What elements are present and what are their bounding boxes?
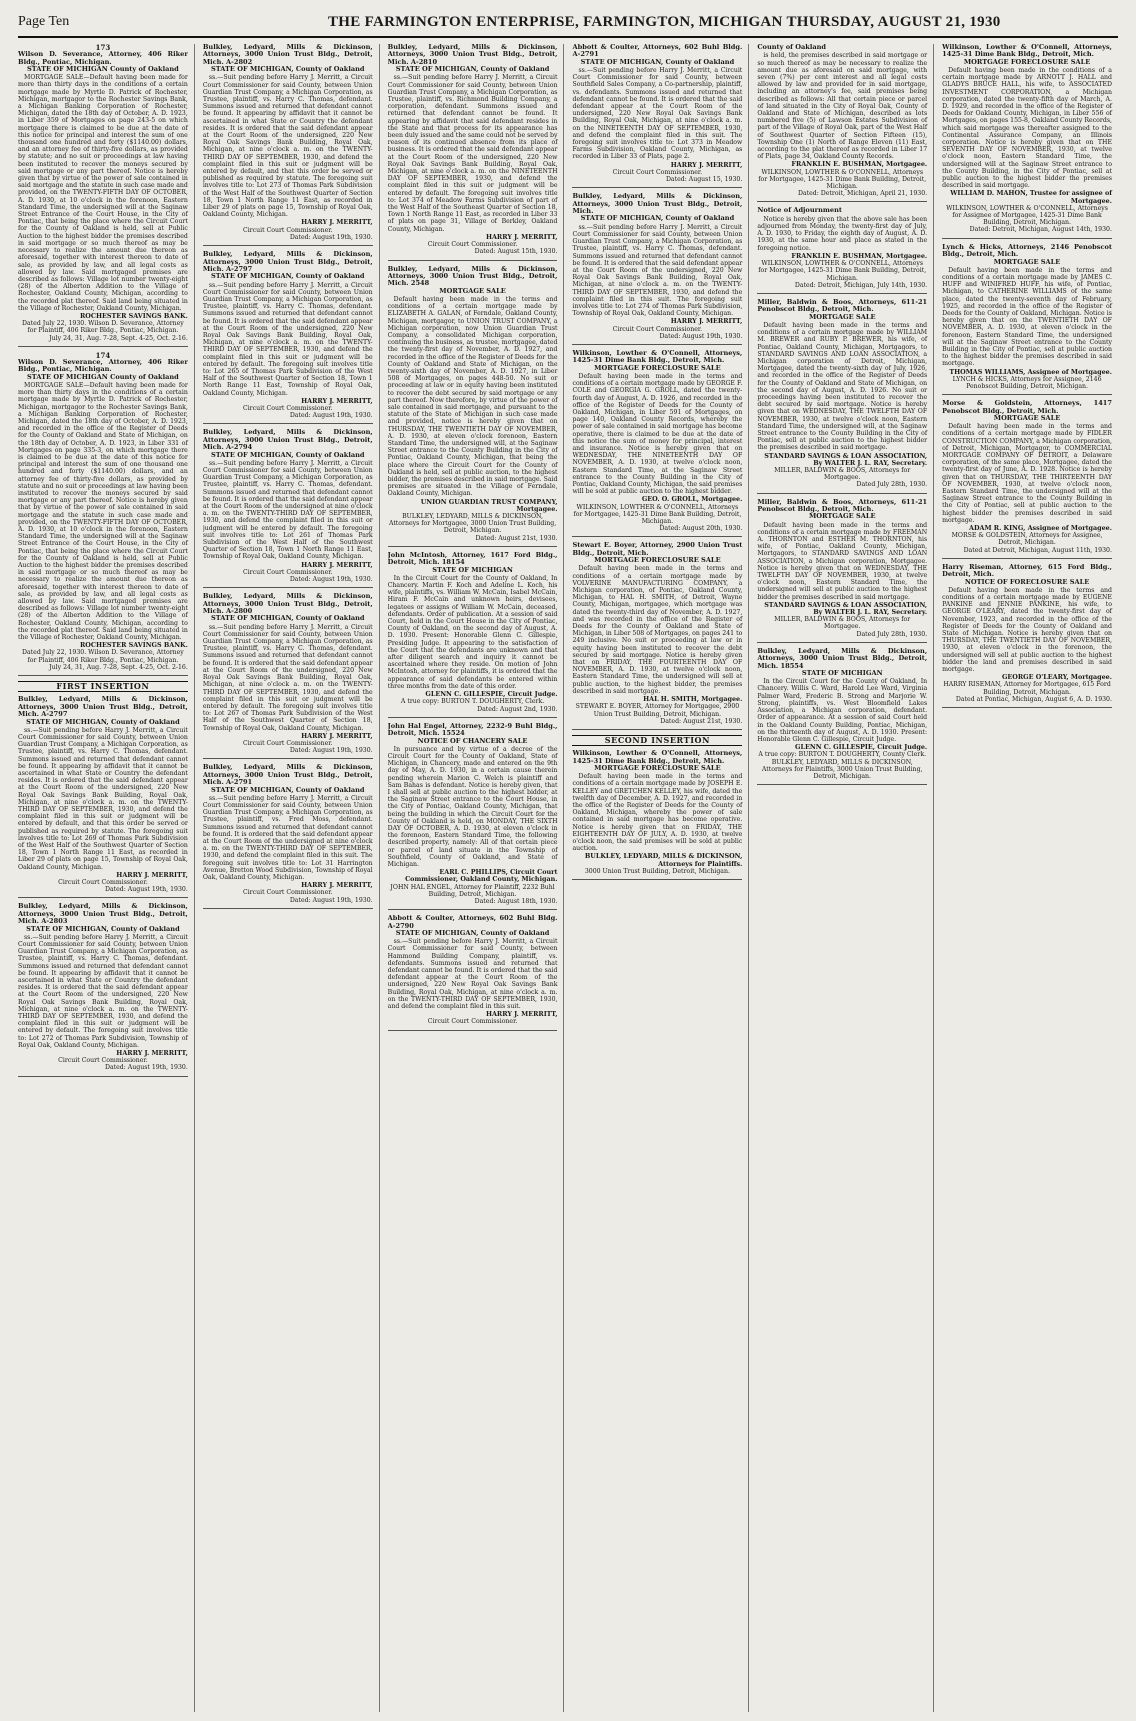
notice-heading: STATE OF MICHIGAN, County of Oakland: [580, 214, 735, 223]
section-heading-second-insertion: SECOND INSERTION: [572, 735, 742, 746]
notice-dates: Dated: Detroit, Michigan, August 14th, 1930.: [969, 226, 1112, 234]
notice-dates: Dated: Detroit, Michigan, July 14th, 1930.: [794, 281, 928, 289]
notice-attorney: Bulkley, Ledyard, Mills & Dickinson, Attorneys, 3000 Union Trust Bldg., Detroit, Mich. 18554: [757, 646, 928, 670]
notice-signature: GLENN C. GILLESPIE, Circuit Judge.: [795, 743, 928, 752]
notice-dates: Dated July 28th, 1930.: [856, 481, 928, 489]
legal-notice: [572, 44, 742, 188]
notice-heading: MORTGAGE FORECLOSURE SALE: [963, 57, 1091, 66]
notice-attorney-block: BULKLEY, LEDYARD, MILLS & DICKINSON, Attorneys for Mortgagee, 3000 Union Trust Building, Detroit, Michigan.: [388, 513, 557, 535]
notice-dates: Dated: August 19th, 1930.: [289, 412, 373, 420]
legal-notice: [203, 429, 373, 588]
notice-body: Notice is hereby given that the above sale has been adjourned from Monday, the twenty-first day of July, A. D. 1930, to Friday, the eighth day of August, A. D. 1930, at the same hour and place as stated in the foregoing notice.: [757, 215, 928, 252]
masthead: [18, 8, 1118, 38]
notice-heading: MORTGAGE SALE: [439, 286, 506, 295]
notice-attorney-block: Circuit Court Commissioner.: [242, 568, 333, 576]
legal-notice: [203, 251, 373, 424]
notice-dates: Dated: August 15th, 1930.: [474, 248, 558, 256]
notice-attorney-block: WILKINSON, LOWTHER & O'CONNELL, Attorneys for Assignee of Mortgagee, 1425-31 Dime Bank Building, Detroit, Michigan.: [946, 204, 1108, 227]
notice-heading: STATE OF MICHIGAN: [432, 565, 513, 574]
notice-signature: HARRY J. MERRITT,: [485, 232, 558, 241]
notice-attorney-block: Circuit Court Commissioner.: [242, 404, 333, 412]
notice-number: 174: [95, 350, 111, 360]
legal-notice: [757, 499, 927, 643]
notice-body: Default having been made in the terms and conditions of a certain mortgage made by FIDLER CONSTRUCTION COMPANY, a Michigan corporation, of Detroit, Michigan, Mortgagor, to COMMERCIAL MORTGAGE COMPANY OF DETROIT, a Delaware corporation, of the same place, Mortgagee, dated the twenty-first day of June, A. D. 1928. Notice is hereby given that on THURSDAY, THE THIRTEENTH DAY OF NOVEMBER, 1930, at twelve o'clock noon, Eastern Standard Time, the undersigned will at the Saginaw Street entrance to the County Building in the City of Pontiac, sell at public auction to the highest bidder the premises described in said mortgage.: [942, 423, 1112, 524]
notice-body: ss.—Suit pending before Harry J. Merritt, a Circuit Court Commissioner for said County, between Union Guardian Trust Company, a Michigan Corporation, as Trustee, plaintiff, vs. Harry C. Thomas, defendant. Summons issued and returned that defendant cannot be found. It is ordered that the said defendant appear at the Court Room of the undersigned at nine o'clock a. m. on the TWENTY-THIRD DAY OF SEPTEMBER, 1930, and defend the complaint filed in this suit or judgment will be entered by default. The foregoing suit involves title to: Lot 261 of Thomas Park Subdivision of the West Half of the Southwest Quarter of Section 18, Town 1 North Range 11 East, Township of Royal Oak, Oakland County, Michigan.: [202, 459, 373, 561]
notice-heading: STATE OF MICHIGAN, County of Oakland: [210, 614, 365, 623]
notice-body: ss.—Suit pending before Harry J. Merritt, a Circuit Court Commissioner for said County, between Union Guardian Trust Company, a Michigan Corporation, as Trustee, plaintiff, vs. Harry C. Thomas, defendant. Summons issued and returned that defendant cannot be found. It appearing by affidavit that it cannot be ascertained in what State or Country the defendant resides. It is ordered that the said defendant appear at the Court Room of the undersigned, 220 New Royal Oak Savings Bank Building, Royal Oak, Michigan, at nine o'clock a. m. on the TWENTY-THIRD DAY OF SEPTEMBER, 1930, and defend the complaint filed in this suit or judgment will be entered by default. The foregoing suit involves title to: Lot 272 of Thomas Park Subdivision, Township of Royal Oak, Oakland County, Michigan.: [18, 933, 188, 1049]
notice-attorney-block: Circuit Court Commissioner.: [427, 241, 518, 249]
column-3: [388, 44, 565, 1712]
notice-attorney-block: A true copy: BURTON T. DOUGHERTY, County Clerk. BULKLEY, LEDYARD, MILLS & DICKINSON, Attorneys for Plaintiffs, 3000 Union Trust Building, Detroit, Michigan.: [758, 751, 927, 780]
notice-signature: HARRY J. MERRITT,: [301, 731, 373, 740]
legal-notice: [942, 400, 1112, 559]
notice-body: Default having been made in the terms and conditions of a certain mortgage made by WILLIAM M. BREWER and RUBY P. BREWER, his wife, of Pontiac, Oakland County, Michigan, Mortgagors, to STANDARD SAVINGS AND LOAN ASSOCIATION, a Michigan corporation of Detroit, Michigan, Mortgagee, dated the twenty-sixth day of July, 1926, and recorded in the office of the Register of Deeds for the County of Oakland and State of Michigan, on the second day of August, A. D. 1926. No suit or proceedings having been instituted to recover the debt secured by said mortgage. Notice is hereby given that on WEDNESDAY, THE TWELFTH DAY OF NOVEMBER, 1930, at twelve o'clock noon, Eastern Standard Time, the undersigned will, at the Saginaw Street entrance to the County Building in the City of Pontiac, sell at public auction to the highest bidder the premises described in said mortgage.: [757, 321, 928, 452]
legal-notice: [18, 696, 188, 898]
notice-dates: Dated: August 19th, 1930.: [289, 747, 373, 755]
notice-dates: Dated: August 19th, 1930.: [289, 576, 373, 584]
notice-heading: STATE OF MICHIGAN, County of Oakland: [210, 785, 365, 794]
notice-signature: HARRY J. MERRITT,: [670, 317, 743, 326]
notice-attorney-block: Circuit Court Commissioner.: [58, 1057, 148, 1065]
notice-body: is held, the premises described in said mortgage or so much thereof as may be necessary to realize the amount due as aforesaid on said mortgage, with seven (7%) per cent interest and all legal costs allowed by law and provided for in said mortgage, including an attorney's fee, said premises being described as follows: All that certain piece or parcel of land situated in the City of Royal Oak, County of Oakland and State of Michigan, described as lots numbered five (5) of Lawson Estates Subdivision of part of the Village of Royal Oak, part of the West Half of Southwest Quarter of Section Fifteen (15), Township One (1) North of Range Eleven (11) East, according to the plat thereof as recorded in Liber 17 of Plats, page 34, Oakland County Records.: [757, 52, 928, 161]
notice-attorney: Bulkley, Ledyard, Mills & Dickinson, Attorneys, 3000 Union Trust Bldg., Detroit, Mich. A-2810: [387, 44, 558, 66]
notice-dates: Dated: August 19th, 1930.: [104, 886, 188, 894]
notice-signature: STANDARD SAVINGS & LOAN ASSOCIATION, By WALTER J. L. RAY, Secretary.: [764, 600, 928, 617]
legal-notice: [757, 207, 927, 293]
notice-signature: HARRY J. MERRITT,: [301, 560, 373, 569]
notice-body: Default having been made in the terms and conditions of a certain mortgage made by GEORGE F. COLE and GEORGIA G. GROLL, dated the twenty-fourth day of August, A. D. 1926, and recorded in the office of the Register of Deeds for the County of Oakland, Michigan, in Liber 591 of Mortgages, on page 140, Oakland County Records, whereby the power of sale contained in said mortgage has become operative, there is claimed to be due at the date of this notice the sum of money for principal, interest and insurance. Notice is hereby given that on WEDNESDAY, THE NINETEENTH DAY OF NOVEMBER, A. D. 1930, at twelve o'clock noon, Eastern Standard Time, at the Saginaw Street entrance to the County Building in the City of Pontiac, Oakland County, Michigan, the said premises will be sold at public auction to the highest bidder.: [572, 372, 743, 496]
notice-signature: HARRY J. MERRITT,: [116, 870, 188, 879]
notice-attorney: Notice of Adjournment: [757, 206, 842, 215]
notice-heading: MORTGAGE SALE: [993, 257, 1061, 266]
notice-dates: Dated July 28th, 1930.: [856, 630, 928, 638]
notice-attorney: Bulkley, Ledyard, Mills & Dickinson, Attorneys, 3000 Union Trust Bldg., Detroit, Mich.: [572, 192, 743, 216]
notice-dates: July 24, 31, Aug. 7-28, Sept. 4-25, Oct. 2-16.: [49, 663, 188, 671]
notice-heading: STATE OF MICHIGAN County of Oakland: [27, 372, 179, 381]
column-5: [757, 44, 934, 1712]
notice-attorney: Bulkley, Ledyard, Mills & Dickinson, Attorneys, 3000 Union Trust Bldg., Detroit, Mich. A-2791: [202, 763, 373, 787]
notice-attorney: Stewart E. Boyer, Attorney, 2900 Union Trust Bldg., Detroit, Mich.: [572, 541, 743, 557]
column-4: [572, 44, 749, 1712]
notice-attorney-block: Circuit Court Commissioner.: [58, 878, 148, 886]
notice-body: ss.—Suit pending before Harry J. Merritt, a Circuit Court Commissioner for said County, between Union Guardian Trust Company, a Michigan Corporation, as Trustee, plaintiff, vs. Harry C. Thomas, defendant. Summons issued and returned that defendant cannot be found. It appearing by affidavit that it cannot be ascertained in what State or Country the defendant resides. It is ordered that the said defendant appear at the Court Room of the undersigned, 220 New Royal Oak Savings Bank Building, Royal Oak, Michigan, at nine o'clock a. m. on the TWENTY-THIRD DAY OF SEPTEMBER, 1930, and defend the complaint filed in this suit or judgment will be entered by default, and that this order be served or published as required by statute. The foregoing suit involves title to: Lot 273 of Thomas Park Subdivision of the West Half of the Southwest Quarter of Section 18, Town 1 North Range 11 East, as recorded in Liber 29 of plats on page 15, Township of Royal Oak, Oakland County, Michigan.: [202, 74, 373, 219]
notice-heading: STATE OF MICHIGAN, County of Oakland: [26, 924, 180, 933]
notice-attorney: Harry Riseman, Attorney, 615 Ford Bldg., Detroit, Mich.: [942, 562, 1112, 579]
notice-body: ss.—Suit pending before Harry J. Merritt, a Circuit Court Commissioner for said County, between Hammond Building Company, plaintiff, vs. defendants. Summons issued and returned that defendant cannot be found. It is ordered that the said defendant appear at the Court Room of the undersigned, 220 New Royal Oak Savings Bank Building, Royal Oak, Michigan, at nine o'clock a. m. on the TWENTY-THIRD DAY OF SEPTEMBER, 1930, and defend the complaint filed in this suit.: [387, 938, 558, 1011]
notice-attorney-block: MILLER, BALDWIN & BOOS, Attorneys for Mortgagee.: [774, 616, 911, 631]
notice-attorney: Wilkinson, Lowther & O'Connell, Attorneys, 1425-31 Dime Bank Bldg., Detroit, Mich.: [572, 749, 743, 765]
notice-attorney: Wilkinson, Lowther & O'Connell, Attorneys, 1425-31 Dime Bank Bldg., Detroit, Mich.: [572, 348, 743, 365]
notice-heading: STATE OF MICHIGAN, County of Oakland: [26, 717, 180, 726]
notice-attorney: Abbott & Coulter, Attorneys, 602 Buhl Bldg. A-2790: [387, 914, 558, 930]
notice-body: In the Circuit Court for the County of Oakland, In Chancery. Martin F. Koch and Adeline L. Koch, his wife, plaintiffs, vs. William W. McCain, Isabel McCain, Hiram F. McCain and unknown heirs, devisees, legatees or assigns of William W. McCain, deceased, defendants. Order of publication. At a session of said Court, held in the Court House in the City of Pontiac, County of Oakland, on the second day of August, A. D. 1930. Present: Honorable Glenn C. Gillespie, Presiding Judge. It appearing to the satisfaction of the Court that the defendants are unknown and that after diligent search and inquiry it cannot be ascertained where they reside. On motion of John McIntosh, attorney for plaintiffs, it is ordered that the appearance of said defendants be entered within three months from the date of this order.: [387, 574, 558, 690]
notice-attorney: Wilson D. Severance, Attorney, 406 Riker Bldg., Pontiac, Michigan.: [18, 50, 188, 66]
notice-dates: Dated: August 19th, 1930.: [289, 896, 373, 904]
legal-notice: [203, 44, 373, 246]
notice-signature: BULKLEY, LEDYARD, MILLS & DICKINSON, Attorneys for Plaintiffs.: [584, 852, 743, 868]
notice-heading: STATE OF MICHIGAN: [801, 669, 883, 678]
notice-body: ss.—Suit pending before Harry J. Merritt, a Circuit Court Commissioner for said County, between Union Guardian Trust Company, a Michigan Corporation, as Trustee, plaintiff, vs. Harry C. Thomas, defendant. Summons issued and returned that defendant cannot be found. It is ordered that the said defendant appear at the Court Room of the undersigned, 220 New Royal Oak Savings Bank Building, Royal Oak, Michigan, at nine o'clock a. m. on the TWENTY-THIRD DAY OF SEPTEMBER, 1930, and defend the complaint filed in this suit or judgment will be entered by default. The foregoing suit involves title to: Lot 267 of Thomas Park Subdivision of the West Half of the Southwest Quarter of Section 18, Township of Royal Oak, Oakland County, Michigan.: [202, 623, 373, 732]
notice-dates: July 24, 31, Aug. 7-28, Sept. 4-25, Oct. 2-16.: [49, 334, 188, 342]
notice-signature: HAL H. SMITH, Mortgagee.: [643, 695, 743, 704]
notice-attorney: John McIntosh, Attorney, 1617 Ford Bldg., Detroit, Mich. 18154: [387, 550, 558, 567]
notice-attorney-block: Circuit Court Commissioner.: [427, 1018, 518, 1026]
notice-body: Default having been made in the terms and conditions of a certain mortgage made by ELIZABETH A. GALAN, of Ferndale, Oakland County, Michigan, mortgagor, to UNION TRUST COMPANY, a Michigan corporation, now Union Guardian Trust Company, a consolidated Michigan corporation, continuing the business, as trustee, mortgagee, dated the twenty-first day of November, A. D. 1927, and recorded in the office of the Register of Deeds for the County of Oakland and State of Michigan, on the twenty-sixth day of November, A. D. 1927, in Liber 508 of Mortgages, on pages 448-50. No suit or proceeding at law or in equity having been instituted to recover the debt secured by said mortgage or any part thereof. Now therefore, by virtue of the power of sale contained in said mortgage, and pursuant to the statute of the State of Michigan in such case made and provided, notice is hereby given that on THURSDAY, THE TWENTIETH DAY OF NOVEMBER, A. D. 1930, at eleven o'clock forenoon, Eastern Standard Time, the undersigned will, at the Saginaw Street entrance to the County Building in the City of Pontiac, Oakland County, Michigan, that being the place where the Circuit Court for the County of Oakland is held, sell at public auction, to the highest bidder, the premises described in said mortgage. Said premises are situated in the Village of Ferndale, Oakland County, Michigan.: [387, 295, 558, 498]
notice-heading: STATE OF MICHIGAN, County of Oakland: [580, 57, 735, 66]
legal-notice: [572, 350, 742, 537]
notice-attorney: Bulkley, Ledyard, Mills & Dickinson, Attorneys, 3000 Union Trust Bldg., Detroit, Mich. A-2794: [202, 428, 373, 452]
notice-number: 173: [95, 44, 111, 52]
notice-attorney-block: STEWART E. BOYER, Attorney for Mortgagee, 2900 Union Trust Building, Detroit, Michigan.: [575, 703, 740, 718]
notice-heading: MORTGAGE FORECLOSURE SALE: [594, 556, 721, 565]
legal-notice: [757, 648, 927, 785]
notice-body: In pursuance and by virtue of a decree of the Circuit Court for the County of Oakland, State of Michigan, in Chancery, made and entered on the 9th day of May, A. D. 1930, in a certain cause therein pending wherein Marion C. Welch is plaintiff and Sam Bahas is defendant. Notice is hereby given, that I shall sell at public auction to the highest bidder, at the Saginaw Street entrance to the Court House, in the City of Pontiac, Oakland County, Michigan, that being the building in which the Circuit Court for the County of Oakland is held, on MONDAY, THE SIXTH DAY OF OCTOBER, A. D. 1930, at eleven o'clock in the forenoon, Eastern Standard Time, the following described property, namely: All of that certain piece or parcel of land situate in the Township of Southfield, County of Oakland, and State of Michigan.: [387, 745, 558, 868]
column-6: [942, 44, 1118, 1712]
notice-heading: NOTICE OF FORECLOSURE SALE: [964, 577, 1090, 586]
notice-attorney: County of Oakland: [757, 44, 827, 51]
notice-dates: Dated: August 19th, 1930.: [104, 1064, 188, 1072]
notice-body: In the Circuit Court for the County of Oakland, In Chancery. Willis C. Ward, Harold Lee Ward, Virginia Palmer Ward, Frederic B. Strong and Marjorie W. Strong, plaintiffs, vs. West Bloomfield Lakes Association, a Michigan corporation, defendant. Order of appearance. At a session of said Court held in the Oakland County Building, Pontiac, Michigan, on the thirteenth day of August, A. D. 1930. Present: Honorable Glenn C. Gillespie, Circuit Judge.: [757, 678, 928, 743]
notice-signature: GLENN C. GILLESPIE, Circuit Judge.: [425, 690, 558, 699]
notice-attorney: Morse & Goldstein, Attorneys, 1417 Penobscot Bldg., Detroit, Mich.: [942, 399, 1112, 415]
notice-signature: FRANKLIN E. BUSHMAN, Mortgagee.: [791, 251, 928, 260]
notice-attorney: John Hal Engel, Attorney, 2232-9 Buhl Bldg., Detroit, Mich. 15524: [387, 721, 558, 738]
notice-signature: HARRY J. MERRITT,: [116, 1049, 188, 1058]
notice-attorney: Bulkley, Ledyard, Mills & Dickinson, Attorneys, 3000 Union Trust Bldg., Detroit, Mich. A-2802: [202, 44, 373, 66]
notice-heading: STATE OF MICHIGAN, County of Oakland: [210, 450, 365, 459]
notice-attorney: Bulkley, Ledyard, Mills & Dickinson, Attorneys, 3000 Union Trust Bldg., Detroit, Mich. 2548: [387, 264, 558, 288]
notice-dates: Dated: August 19th, 1930.: [289, 233, 373, 241]
notice-attorney: Bulkley, Ledyard, Mills & Dickinson, Attorneys, 3000 Union Trust Bldg., Detroit, Mich. A-2797: [202, 250, 373, 273]
notice-attorney: Bulkley, Ledyard, Mills & Dickinson, Attorneys, 3000 Union Trust Bldg., Detroit, Mich. A-2800: [202, 592, 373, 616]
notice-dates: Dated: Detroit, Michigan, April 21, 1930.: [797, 190, 928, 198]
notice-body: Default having been made in the terms and conditions of a certain mortgage made by EUGENE PANKINE and JENNIE PANKINE, his wife, to GEORGE O'LEARY, dated the twenty-first day of November, 1923, and recorded in the office of the Register of Deeds for the County of Oakland and State of Michigan. Notice is hereby given that on THURSDAY, THE TWENTIETH DAY OF NOVEMBER, 1930, at eleven o'clock in the forenoon, the undersigned will sell at public auction to the highest bidder the land and premises described in said mortgage.: [942, 586, 1112, 674]
notice-attorney: Bulkley, Ledyard, Mills & Dickinson, Attorneys, 3000 Union Trust Bldg., Detroit, Mich. A-2797: [18, 695, 188, 719]
legal-notice: [18, 44, 188, 347]
notice-heading: STATE OF MICHIGAN, County of Oakland: [395, 65, 550, 74]
column-2: [203, 44, 380, 1712]
newspaper-title: THE FARMINGTON ENTERPRISE, FARMINGTON, MICHIGAN THURSDAY, AUGUST 21, 1930: [328, 13, 1001, 30]
notice-attorney-block: Dated July 22, 1930. Wilson D. Severance, Attorney for Plaintiff, 406 Riker Bldg., Pontiac, Michigan.: [22, 320, 184, 335]
notice-attorney: Wilkinson, Lowther & O'Connell, Attorneys, 1425-31 Dime Bank Bldg., Detroit, Mich.: [942, 44, 1112, 59]
notice-body: ss.—Suit pending before Harry J. Merritt, a Circuit Court Commissioner for said County, between Union Guardian Trust Company, a Michigan Corporation, as Trustee, plaintiff, vs. Harry C. Thomas, defendant. Summons issued and returned that defendant cannot be found. It is ordered that the said defendant appear at the Court Room of the undersigned, 220 New Royal Oak Savings Bank Building, Royal Oak, Michigan, at nine o'clock a. m. on the TWENTY-THIRD DAY OF SEPTEMBER, 1930, and defend the complaint filed in this suit or judgment will be entered by default. The foregoing suit involves title to: Lot 265 of Thomas Park Subdivision of the West Half of the Southwest Quarter of Section 18, Town 1 North Range 11 East, Township of Royal Oak, Oakland County, Michigan.: [202, 281, 373, 397]
notice-attorney-block: 3000 Union Trust Building, Detroit, Michigan.: [584, 867, 730, 875]
notice-body: Default having been made in the terms and conditions of a certain mortgage made by FREEMAN A. THORNTON and ESTHER M. THORNTON, his wife, of Pontiac, Oakland County, Michigan, Mortgagors, to STANDARD SAVINGS AND LOAN ASSOCIATION, a Michigan corporation, Mortgagee. Notice is hereby given that on WEDNESDAY, THE TWELFTH DAY OF NOVEMBER, 1930, at twelve o'clock noon, Eastern Standard Time, the undersigned will sell at public auction to the highest bidder the premises described in said mortgage.: [757, 521, 928, 601]
legal-notice: [388, 552, 558, 718]
notice-signature: GEORGE O'LEARY, Mortgagee.: [1001, 673, 1112, 682]
notice-heading: STATE OF MICHIGAN, County of Oakland: [210, 65, 365, 74]
legal-notice: [942, 44, 1112, 239]
notice-body: MORTGAGE SALE—Default having been made for more than thirty days in the conditions of a certain mortgage made by Myrtle D. Patrick of Rochester, Michigan, mortgagor to the Rochester Savings Bank, a Michigan Banking Corporation of Rochester, Michigan, dated the 18th day of October, A. D. 1923, in Liber 359 of Mortgages on page 243-5 on which mortgage there is claimed to be due at the date of this notice for principal and interest the sum of one thousand one hundred and forty ($1140.00) dollars, and an attorney fee of thirty-five dollars, as provided by statute; and no suit or proceedings at law having been instituted to recover the moneys secured by said mortgage or any part thereof. Notice is hereby given that by virtue of the power of sale contained in said mortgage and the statute in such case made and provided, on the TWENTY-FIFTH DAY OF OCTOBER, A. D. 1930, at 10 o'clock in the forenoon, Eastern Standard Time, the undersigned will at the Saginaw Street Entrance of the Court House, in the City of Pontiac, that being the place where the Circuit Court for the County of Oakland is held, sell at Public Auction to the highest bidder the premises described in said mortgage or so much thereof as may be necessary to realize the amount due thereon as aforesaid, together with interest thereon to date of sale, as provided by law, and all legal costs as allowed by law. Said mortgaged premises are described as follows: Village lot number twenty-eight (28) of the Alberton Addition to the Village of Rochester, Oakland County, Michigan, according to the recorded plat thereof. Said land being situated in the Village of Rochester, Oakland County, Michigan.: [18, 74, 188, 312]
notice-attorney-block: A true copy: BURTON T. DOUGHERTY, Clerk.: [400, 698, 545, 706]
notice-attorney-block: MORSE & GOLDSTEIN, Attorneys for Assignee, Detroit, Michigan.: [951, 532, 1103, 547]
section-heading-first-insertion: FIRST INSERTION: [18, 681, 188, 692]
notice-dates: Dated: August 21st, 1930.: [660, 717, 743, 725]
notice-attorney-block: LYNCH & HICKS, Attorneys for Assignee, 2146 Penobscot Building, Detroit, Michigan.: [952, 375, 1102, 390]
legal-notice: [388, 723, 558, 910]
notice-signature: EARL C. PHILLIPS, Circuit Court Commissioner, Oakland County, Michigan.: [405, 868, 558, 884]
notice-attorney-block: WILKINSON, LOWTHER & O'CONNELL, Attorneys for Mortgagee, 1425-31 Dime Bank Building, Detroit, Michigan.: [758, 260, 927, 282]
notice-body: ss.—Suit pending before Harry J. Merritt, a Circuit Court Commissioner for said County, between Union Guardian Trust Company, a Michigan Corporation, as Trustee, plaintiff, vs. Fred Moss, defendant. Summons issued and returned that defendant cannot be found. It is ordered that the said defendant appear at the Court Room of the undersigned at nine o'clock a. m. on the TWENTY-THIRD DAY OF SEPTEMBER, 1930, and defend the complaint filed in this suit. The foregoing suit involves title to: Lot 31 Harrington Avenue, Bretton Wood Subdivision, Township of Royal Oak, Oakland County, Michigan.: [202, 794, 373, 881]
notice-signature: ROCHESTER SAVINGS BANK.: [80, 311, 188, 320]
notice-heading: MORTGAGE FORECLOSURE SALE: [594, 363, 721, 372]
notice-dates: Dated at Pontiac, Michigan, August 6, A. D. 1930.: [955, 695, 1112, 703]
legal-notice: [572, 193, 742, 345]
legal-notice-columns: [18, 44, 1118, 1712]
legal-notice: [757, 299, 927, 494]
notice-attorney-block: Circuit Court Commissioner.: [612, 168, 703, 176]
notice-heading: MORTGAGE SALE: [808, 512, 876, 521]
legal-notice: [18, 352, 188, 676]
legal-notice: [757, 44, 927, 202]
notice-body: Default having been made in the terms and conditions of a certain mortgage made by JAMES C. HUFF and WINIFRED HUFF, his wife, of Pontiac, Michigan, to CATHERINE WILLIAMS of the same place, dated the twenty-seventh day of February, 1925, and recorded in the office of the Register of Deeds for the County of Oakland, Michigan. Notice is hereby given that on the TWENTIETH DAY OF NOVEMBER, A. D. 1930, at eleven o'clock in the forenoon, Eastern Standard Time, the undersigned will at the Saginaw Street entrance to the County Building in the City of Pontiac, sell at public auction to the highest bidder the premises described in said mortgage.: [942, 266, 1112, 368]
notice-attorney: Miller, Baldwin & Boos, Attorneys, 611-21 Penobscot Bldg., Detroit, Mich.: [757, 297, 928, 314]
legal-notice: [18, 903, 188, 1076]
notice-attorney: Lynch & Hicks, Attorneys, 2146 Penobscot Bldg., Detroit, Mich.: [942, 242, 1112, 259]
notice-attorney-block: Circuit Court Commissioner.: [242, 739, 333, 747]
notice-body: ss.—Suit pending before Harry J. Merritt, a Circuit Court Commissioner for said County, between Union Guardian Trust Company, a Michigan Corporation, as Trustee, plaintiff, vs. Harry C. Thomas, defendant. Summons issued and returned that defendant cannot be found. It appearing by affidavit that it cannot be ascertained in what State or Country the defendant resides. It is ordered that the said defendant appear at the Court Room of the undersigned, 220 New Royal Oak Savings Bank Building, Royal Oak, Michigan, at nine o'clock a. m. on the TWENTY-THIRD DAY OF SEPTEMBER, 1930, and defend the complaint filed in this suit or judgment will be entered by default, and that this order be served or published as required by statute. The foregoing suit involves title to: Lot 269 of Thomas Park Subdivision of the West Half of the Southwest Quarter of Section 18, Town 1 North Range 11 East, as recorded in Liber 29 of plats on page 15, Township of Royal Oak, Oakland County, Michigan.: [18, 726, 188, 871]
notice-signature: UNION GUARDIAN TRUST COMPANY, Mortgagee.: [420, 497, 558, 513]
legal-notice: [203, 593, 373, 759]
notice-attorney-block: MILLER, BALDWIN & BOOS, Attorneys for Mortgagee.: [774, 466, 911, 482]
notice-heading: NOTICE OF CHANCERY SALE: [417, 736, 528, 745]
notice-dates: Dated: August 15, 1930.: [665, 176, 743, 184]
notice-attorney-block: WILKINSON, LOWTHER & O'CONNELL, Attorneys for Mortgagee, 1425-31 Dime Bank Building, Detroit, Michigan.: [758, 168, 927, 191]
notice-attorney-block: JOHN HAL ENGEL, Attorney for Plaintiff, 2232 Buhl Building, Detroit, Michigan.: [390, 883, 555, 898]
notice-heading: MORTGAGE SALE: [808, 312, 876, 321]
notice-dates: Dated at Detroit, Michigan, August 11th, 1930.: [963, 546, 1112, 554]
notice-signature: ADAM R. KING, Assignee of Mortgagee.: [969, 524, 1112, 533]
notice-body: ss.—Suit pending before Harry J. Merritt, a Circuit Court Commissioner for said County, between Union Guardian Trust Company, a Michigan Corporation, as Trustee, plaintiff, vs. Harry C. Thomas, defendant. Summons issued and returned that defendant cannot be found. It is ordered that the said defendant appear at the Court Room of the undersigned, 220 New Royal Oak Savings Bank Building, Royal Oak, Michigan, at nine o'clock a. m. on the TWENTY-THIRD DAY OF SEPTEMBER, 1930, and defend the complaint filed in this suit. The foregoing suit involves title to: Lot 274 of Thomas Park Subdivision, Township of Royal Oak, Oakland County, Michigan.: [572, 223, 743, 318]
notice-heading: STATE OF MICHIGAN County of Oakland: [27, 65, 179, 74]
notice-heading: MORTGAGE SALE: [993, 413, 1061, 422]
legal-notice: [572, 750, 742, 880]
notice-attorney-block: Circuit Court Commissioner.: [612, 325, 703, 333]
notice-dates: Dated: August 21st, 1930.: [475, 534, 558, 542]
notice-signature: HARRY J. MERRITT,: [485, 1010, 558, 1019]
notice-body: MORTGAGE SALE—Default having been made for more than thirty days in the conditions of a certain mortgage made by Myrtle D. Patrick of Rochester, Michigan, mortgagor to the Rochester Savings Bank, a Michigan Banking Corporation of Rochester, Michigan, dated the 18th day of October, A. D. 1923, and recorded in the office of the Register of Deeds for the County of Oakland and State of Michigan, on the 18th day of October, A. D. 1923, in Liber 331 of Mortgages on page 335-3, on which mortgage there is claimed to be due at the date of this notice for principal and interest the sum of one thousand one hundred and forty ($1140.00) dollars, and an attorney fee of thirty-five dollars, as provided by statute and no suit or proceedings at law having been instituted to recover the moneys secured by said mortgage or any part thereof. Notice is hereby given that by virtue of the power of sale contained in said mortgage and the statute in such case made and provided, on the TWENTY-FIFTH DAY OF OCTOBER, A. D. 1930, at 10 o'clock in the forenoon, Eastern Standard Time, the undersigned will at the Saginaw Street Entrance of the Court House, in the City of Pontiac, that being the place where the Circuit Court for the County of Oakland is held, sell at Public Auction to the highest bidder the premises described in said mortgage or so much thereof as may be necessary to realize the amount due thereon as aforesaid, together with interest thereon to date of sale, as provided by law, and all legal costs as allowed by law. Said mortgaged premises are described as follows: Village lot number twenty-eight (28) of the Alberton Addition to the Village of Rochester, Oakland County, Michigan, according to the recorded plat thereof. Said land being situated in the Village of Rochester, Oakland County, Michigan.: [18, 381, 188, 642]
notice-attorney: Bulkley, Ledyard, Mills & Dickinson, Attorneys, 3000 Union Trust Bldg., Detroit, Mich. A-2803: [18, 902, 188, 926]
notice-body: ss.—Suit pending before Harry J. Merritt, a Circuit Court Commissioner for said County, between Union Guardian Trust Company, a Michigan Corporation, as Trustee, plaintiff, vs. Richmond Building Company, a corporation, defendant. Summons issued and returned that defendant cannot be found. It appearing by affidavit that said defendant resides in the State and that process for its appearance has been duly issued and the same could not be served by reason of its continued absence from its place of business. It is ordered that the said defendant appear at the Court Room of the undersigned, 220 New Royal Oak Savings Bank Building, Royal Oak, Michigan, at nine o'clock a. m. on the NINETEENTH DAY OF SEPTEMBER, 1930, and defend the complaint filed in this suit or judgment will be entered by default. The foregoing suit involves title to: Lot 374 of Meadow Farms Subdivision of part of the West Half of the Southeast Quarter of Section 18, Town 1 North Range 11 East, as recorded in Liber 33 of plats on page 31, Village of Berkley, Oakland County, Michigan.: [387, 74, 558, 233]
notice-dates: Dated: August 18th, 1930.: [474, 897, 558, 905]
notice-attorney-block: Circuit Court Commissioner.: [242, 226, 333, 234]
notice-attorney-block: Circuit Court Commissioner.: [242, 889, 333, 897]
notice-attorney: Abbott & Coulter, Attorneys, 602 Buhl Bldg. A-2791: [572, 44, 743, 59]
notice-signature: GEO. O. GROLL, Mortgagee.: [641, 495, 743, 504]
notice-dates: Dated: August 19th, 1930.: [659, 332, 743, 340]
notice-heading: STATE OF MICHIGAN, County of Oakland: [210, 272, 365, 281]
legal-notice: [388, 266, 558, 547]
legal-notice: [388, 915, 558, 1030]
notice-signature: HARRY J. MERRITT,: [670, 160, 743, 169]
notice-signature: WILLIAM D. MAHON, Trustee for assignee of Mortgagee.: [950, 189, 1112, 205]
notice-attorney: Miller, Baldwin & Boos, Attorneys, 611-21 Penobscot Bldg., Detroit, Mich.: [757, 497, 928, 513]
notice-signature: STANDARD SAVINGS & LOAN ASSOCIATION, By WALTER J. L. RAY, Secretary.: [764, 451, 928, 467]
notice-attorney-block: WILKINSON, LOWTHER & O'CONNELL, Attorneys for Mortgagee, 1425-31 Dime Bank Building, Detroit, Michigan.: [573, 503, 742, 526]
legal-notice: [942, 564, 1112, 708]
legal-notice: [203, 764, 373, 908]
notice-attorney-block: HARRY RISEMAN, Attorney for Mortgagee, 615 Ford Building, Detroit, Michigan.: [943, 681, 1111, 696]
notice-signature: THOMAS WILLIAMS, Assignee of Mortgagee.: [949, 367, 1112, 376]
notice-body: Default having been made in the conditions of a certain mortgage made by ARNOTT J. HALL and GLADYS BRUCE HALL, his wife, to ASSOCIATED INVESTMENT CORPORATION, a Michigan corporation, dated the twenty-fifth day of March, A. D. 1929, and recorded in the office of the Register of Deeds for Oakland County, Michigan, in Liber 556 of Mortgages, on pages 155-8, Oakland County Records, which said mortgage was thereafter assigned to the Continental Assurance Company, an Illinois corporation. Notice is hereby given that on THE SEVENTH DAY OF NOVEMBER, 1930, at twelve o'clock noon, Eastern Standard Time, the undersigned will at the Saginaw Street entrance to the County Building, in the City of Pontiac, sell at public auction to the highest bidder the premises described in said mortgage.: [942, 67, 1112, 190]
notice-heading: MORTGAGE FORECLOSURE SALE: [594, 763, 721, 772]
notice-signature: ROCHESTER SAVINGS BANK.: [80, 641, 188, 650]
column-1: [18, 44, 195, 1712]
page-number: Page Ten: [18, 14, 70, 29]
notice-signature: FRANKLIN E. BUSHMAN, Mortgagee.: [791, 160, 928, 169]
notice-body: Default having been made in the terms and conditions of a certain mortgage made by VOLVERINE MANUFACTURING COMPANY, a Michigan corporation, of Pontiac, Oakland County, Michigan, to HAL H. SMITH, of Detroit, Wayne County, Michigan, mortgagee, which mortgage was dated the twenty-third day of November, A. D. 1927, and was recorded in the office of the Register of Deeds for the County of Oakland and State of Michigan, in Liber 508 of Mortgages, on pages 241 to 249 inclusive. No suit or proceeding at law or in equity having been instituted to recover the debt secured by said mortgage. Notice is hereby given that on FRIDAY, THE FOURTEENTH DAY OF NOVEMBER, A. D. 1930, at twelve o'clock noon, Eastern Standard Time, the undersigned will sell at public auction, to the highest bidder, the premises described in said mortgage.: [572, 565, 743, 695]
notice-heading: STATE OF MICHIGAN, County of Oakland: [395, 929, 550, 937]
legal-notice: [942, 244, 1112, 395]
notice-dates: Dated: August 2nd, 1930.: [477, 705, 558, 713]
legal-notice: [388, 44, 558, 261]
notice-body: ss.—Suit pending before Harry J. Merritt, a Circuit Court Commissioner for said County, between Southfield Sales Company, a Co-partnership, plaintiff, vs. defendants. Summons issued and returned that defendant cannot be found. It is ordered that the said defendant appear at the Court Room of the undersigned, 220 New Royal Oak Savings Bank Building, Royal Oak, Michigan, at nine o'clock a. m. on the NINETEENTH DAY OF SEPTEMBER, 1930, and defend the complaint filed in this suit. The foregoing suit involves title to: Lot 373 in Meadow Farms Subdivision, Oakland County, Michigan, as recorded in Liber 33 of Plats, page 2.: [572, 67, 743, 161]
notice-signature: HARRY J. MERRITT,: [301, 218, 373, 227]
legal-notice: [572, 542, 742, 729]
notice-signature: HARRY J. MERRITT,: [301, 396, 373, 405]
notice-signature: HARRY J. MERRITT,: [301, 881, 373, 890]
notice-dates: Dated: August 20th, 1930.: [659, 525, 743, 533]
notice-attorney-block: Dated July 22, 1930. Wilson D. Severance, Attorney for Plaintiff, 406 Riker Bldg., Pontiac, Michigan.: [22, 649, 184, 664]
notice-attorney: Wilson D. Severance, Attorney, 406 Riker Bldg., Pontiac, Michigan.: [18, 357, 188, 374]
notice-body: Default having been made in the terms and conditions of a certain mortgage made by JOSEPH E. KELLEY and GRETCHEN KELLEY, his wife, dated the twelfth day of December, A. D. 1927, and recorded in the office of the Register of Deeds for the County of Oakland, Michigan, whereby the power of sale contained in said mortgage has become operative. Notice is hereby given that on FRIDAY, THE EIGHTEENTH DAY OF JULY, A. D. 1930, at twelve o'clock noon, the said premises will be sold at public auction.: [572, 773, 743, 853]
